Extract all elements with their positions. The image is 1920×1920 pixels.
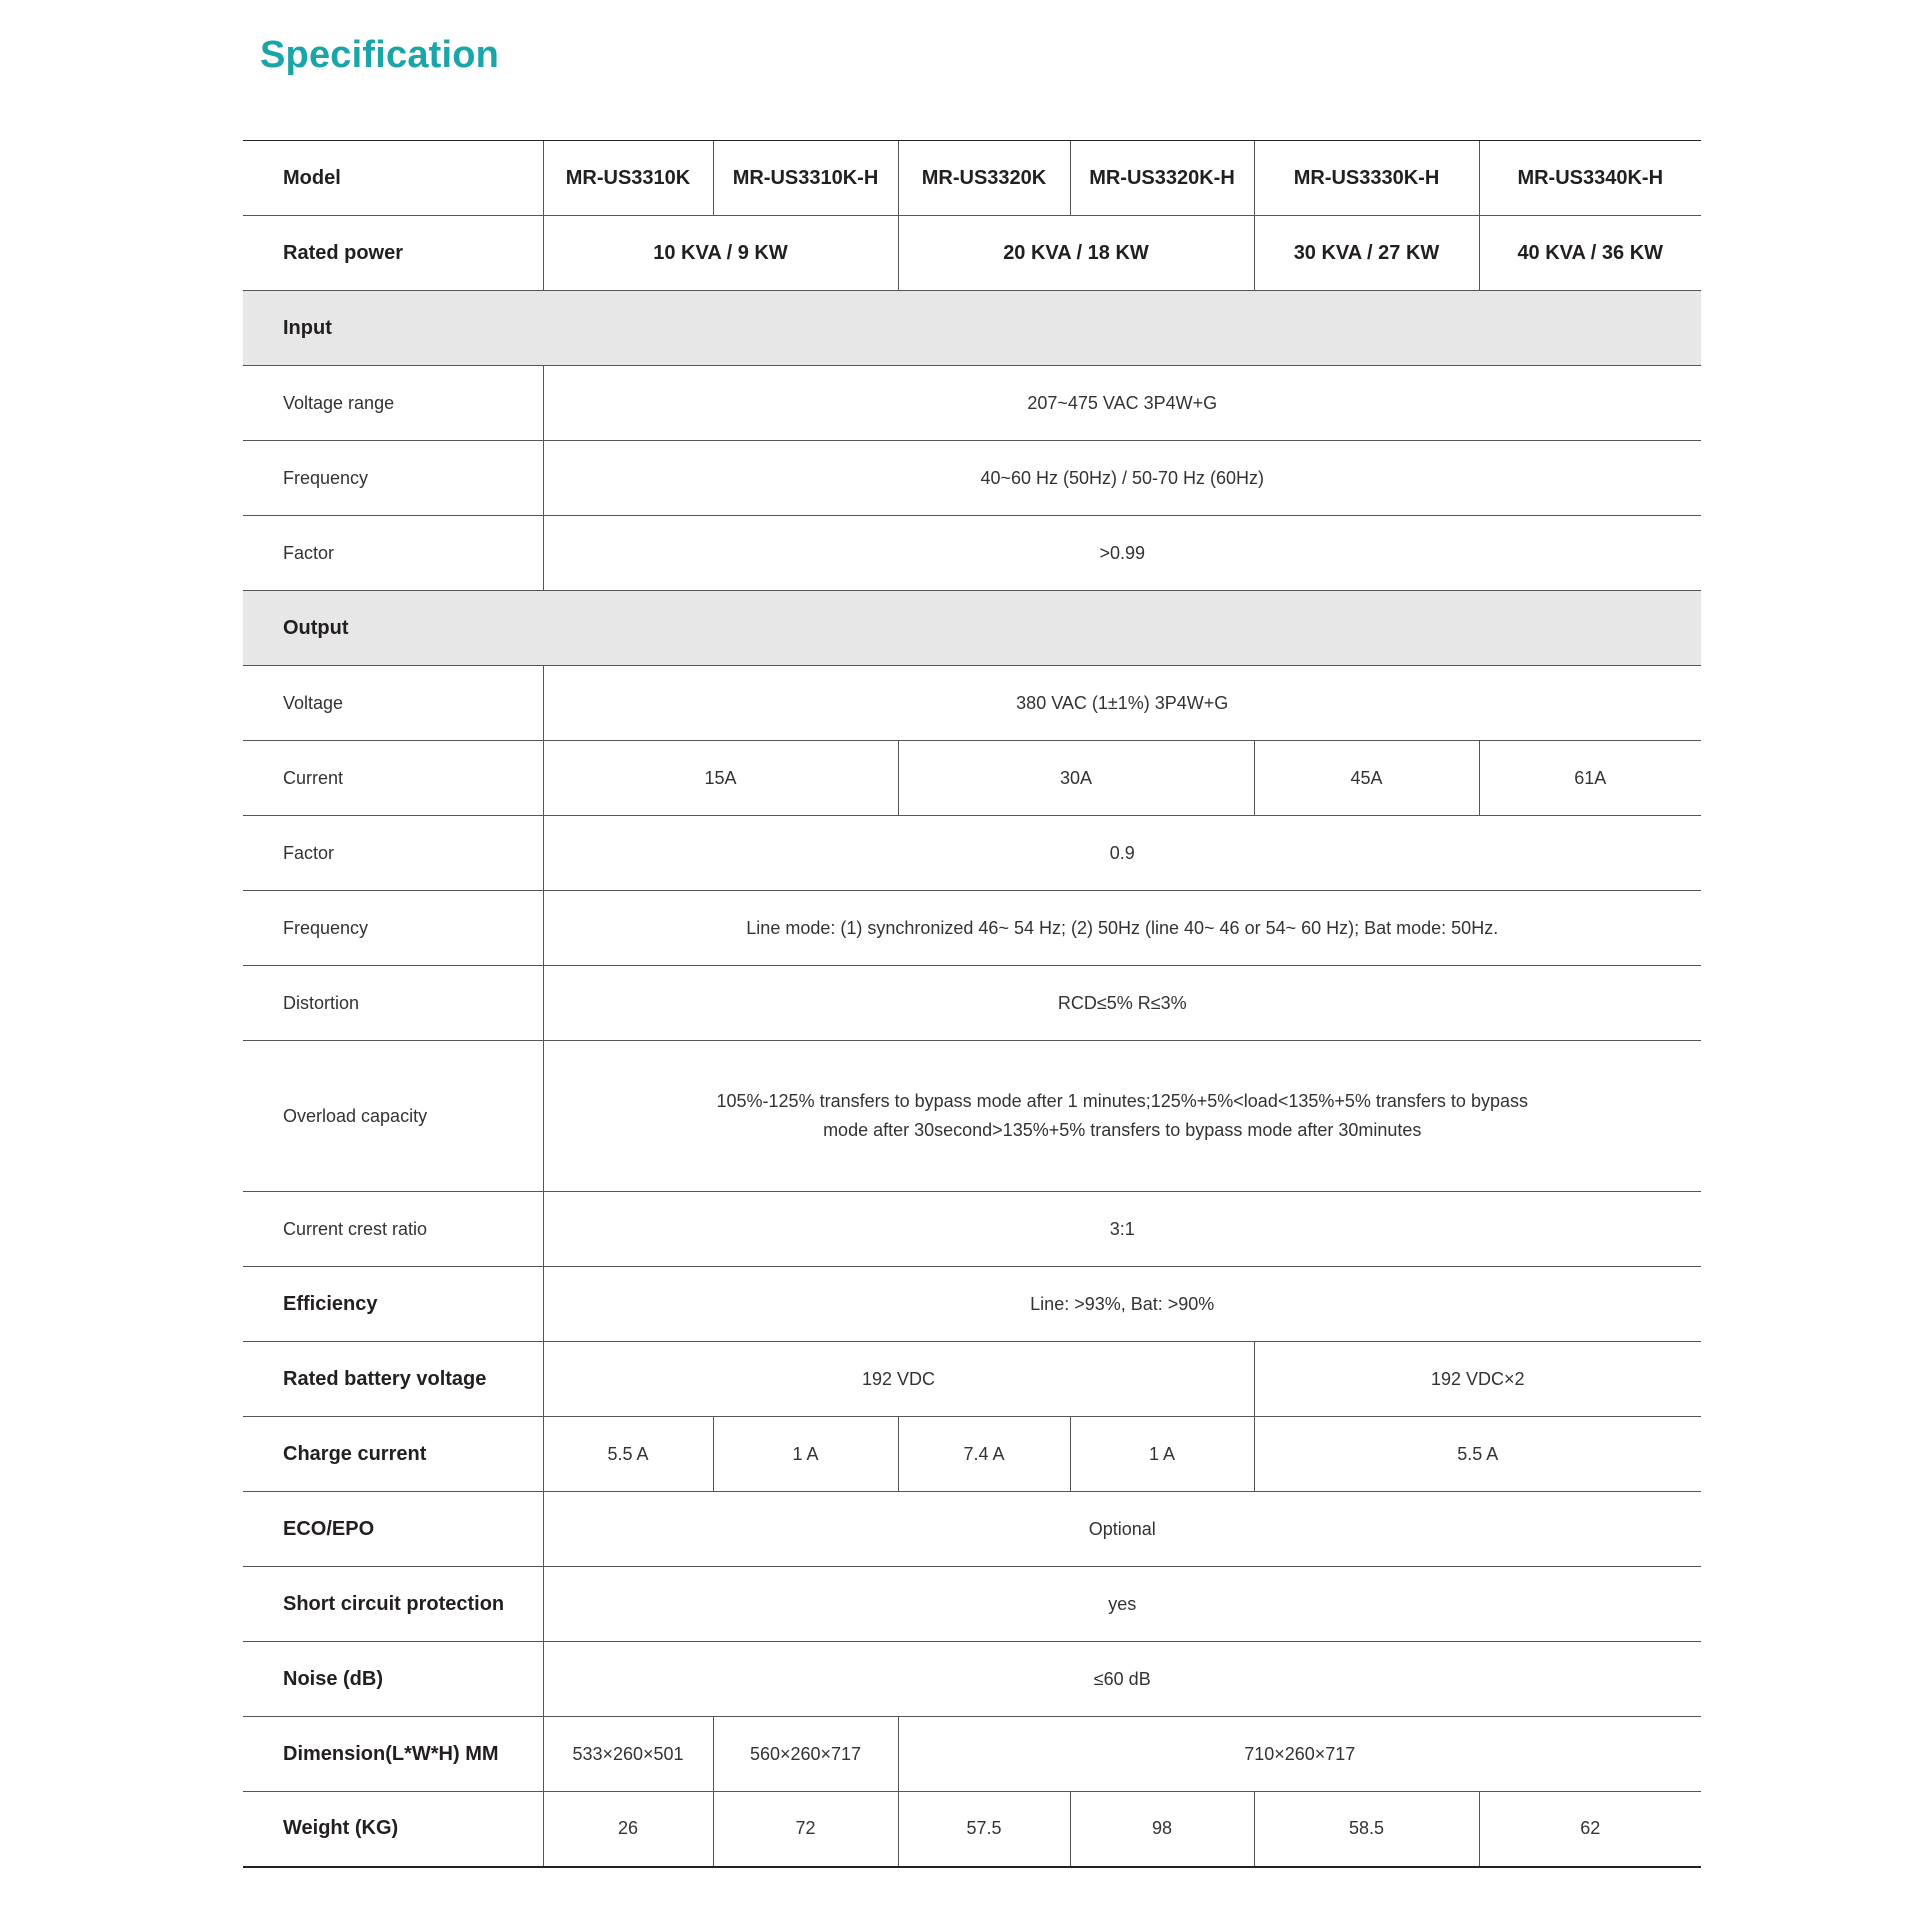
current-crest-ratio-label: Current crest ratio xyxy=(243,1192,543,1267)
input-frequency-value: 40~60 Hz (50Hz) / 50-70 Hz (60Hz) xyxy=(543,441,1701,516)
weight-value: 62 xyxy=(1479,1792,1701,1867)
charge-current-value: 1 A xyxy=(1070,1417,1254,1492)
output-section-row xyxy=(243,591,1701,666)
current-crest-ratio-value: 3:1 xyxy=(543,1192,1701,1267)
output-current-row xyxy=(243,741,1701,816)
rated-power-value: 10 KVA / 9 KW xyxy=(543,216,898,291)
model-name: MR-US3310K xyxy=(543,141,713,216)
efficiency-label: Efficiency xyxy=(243,1267,543,1342)
dimension-value: 710×260×717 xyxy=(898,1717,1701,1792)
output-voltage-label: Voltage xyxy=(243,666,543,741)
charge-current-label: Charge current xyxy=(243,1417,543,1492)
rated-power-row xyxy=(243,216,1701,291)
battery-voltage-row xyxy=(243,1342,1701,1417)
model-name: MR-US3320K xyxy=(898,141,1070,216)
battery-voltage-label: Rated battery voltage xyxy=(243,1342,543,1417)
input-frequency-row xyxy=(243,441,1701,516)
output-current-value: 61A xyxy=(1479,741,1701,816)
output-voltage-value: 380 VAC (1±1%) 3P4W+G xyxy=(543,666,1701,741)
model-name: MR-US3340K-H xyxy=(1479,141,1701,216)
current-crest-ratio-row xyxy=(243,1192,1701,1267)
input-section-label: Input xyxy=(243,291,1701,366)
efficiency-value: Line: >93%, Bat: >90% xyxy=(543,1267,1701,1342)
charge-current-value: 5.5 A xyxy=(543,1417,713,1492)
input-factor-label: Factor xyxy=(243,516,543,591)
overload-capacity-line: mode after 30second>135%+5% transfers to bypass mode after 30minutes xyxy=(823,1120,1422,1140)
noise-label: Noise (dB) xyxy=(243,1642,543,1717)
specification-table xyxy=(243,140,1701,1868)
input-factor-value: >0.99 xyxy=(543,516,1701,591)
overload-capacity-line: 105%-125% transfers to bypass mode after 1 minutes;125%+5%<load<135%+5% transfers to bypass xyxy=(716,1091,1528,1111)
charge-current-row xyxy=(243,1417,1701,1492)
battery-voltage-value: 192 VDC×2 xyxy=(1254,1342,1701,1417)
dimension-row xyxy=(243,1717,1701,1792)
charge-current-value: 1 A xyxy=(713,1417,898,1492)
output-current-value: 45A xyxy=(1254,741,1479,816)
eco-epo-row xyxy=(243,1492,1701,1567)
output-voltage-row xyxy=(243,666,1701,741)
dimension-label: Dimension(L*W*H) MM xyxy=(243,1717,543,1792)
short-circuit-label: Short circuit protection xyxy=(243,1567,543,1642)
output-distortion-value: RCD≤5% R≤3% xyxy=(543,966,1701,1041)
overload-capacity-row xyxy=(243,1041,1701,1192)
output-frequency-label: Frequency xyxy=(243,891,543,966)
model-name: MR-US3310K-H xyxy=(713,141,898,216)
input-section-row xyxy=(243,291,1701,366)
input-factor-row xyxy=(243,516,1701,591)
weight-row xyxy=(243,1792,1701,1867)
noise-row xyxy=(243,1642,1701,1717)
model-name: MR-US3320K-H xyxy=(1070,141,1254,216)
weight-value: 98 xyxy=(1070,1792,1254,1867)
charge-current-value: 7.4 A xyxy=(898,1417,1070,1492)
output-factor-label: Factor xyxy=(243,816,543,891)
weight-value: 72 xyxy=(713,1792,898,1867)
short-circuit-row xyxy=(243,1567,1701,1642)
input-voltage-range-label: Voltage range xyxy=(243,366,543,441)
rated-power-value: 40 KVA / 36 KW xyxy=(1479,216,1701,291)
rated-power-value: 20 KVA / 18 KW xyxy=(898,216,1254,291)
battery-voltage-value: 192 VDC xyxy=(543,1342,1254,1417)
eco-epo-value: Optional xyxy=(543,1492,1701,1567)
output-factor-row xyxy=(243,816,1701,891)
efficiency-row xyxy=(243,1267,1701,1342)
page-title: Specification xyxy=(260,34,500,76)
weight-value: 26 xyxy=(543,1792,713,1867)
model-row xyxy=(243,141,1701,216)
model-name: MR-US3330K-H xyxy=(1254,141,1479,216)
input-frequency-label: Frequency xyxy=(243,441,543,516)
short-circuit-value: yes xyxy=(543,1567,1701,1642)
output-current-label: Current xyxy=(243,741,543,816)
eco-epo-label: ECO/EPO xyxy=(243,1492,543,1567)
output-section-label: Output xyxy=(243,591,1701,666)
dimension-value: 533×260×501 xyxy=(543,1717,713,1792)
output-distortion-label: Distortion xyxy=(243,966,543,1041)
overload-capacity-label: Overload capacity xyxy=(243,1041,543,1192)
weight-value: 58.5 xyxy=(1254,1792,1479,1867)
weight-value: 57.5 xyxy=(898,1792,1070,1867)
rated-power-label: Rated power xyxy=(243,216,543,291)
output-current-value: 30A xyxy=(898,741,1254,816)
input-voltage-range-value: 207~475 VAC 3P4W+G xyxy=(543,366,1701,441)
output-distortion-row xyxy=(243,966,1701,1041)
model-label: Model xyxy=(243,141,543,216)
noise-value: ≤60 dB xyxy=(543,1642,1701,1717)
charge-current-value: 5.5 A xyxy=(1254,1417,1701,1492)
output-frequency-row xyxy=(243,891,1701,966)
rated-power-value: 30 KVA / 27 KW xyxy=(1254,216,1479,291)
weight-label: Weight (KG) xyxy=(243,1792,543,1867)
output-current-value: 15A xyxy=(543,741,898,816)
output-frequency-value: Line mode: (1) synchronized 46~ 54 Hz; (2) 50Hz (line 40~ 46 or 54~ 60 Hz); Bat mode: 50Hz. xyxy=(543,891,1701,966)
dimension-value: 560×260×717 xyxy=(713,1717,898,1792)
output-factor-value: 0.9 xyxy=(543,816,1701,891)
overload-capacity-value xyxy=(543,1041,1701,1192)
input-voltage-range-row xyxy=(243,366,1701,441)
